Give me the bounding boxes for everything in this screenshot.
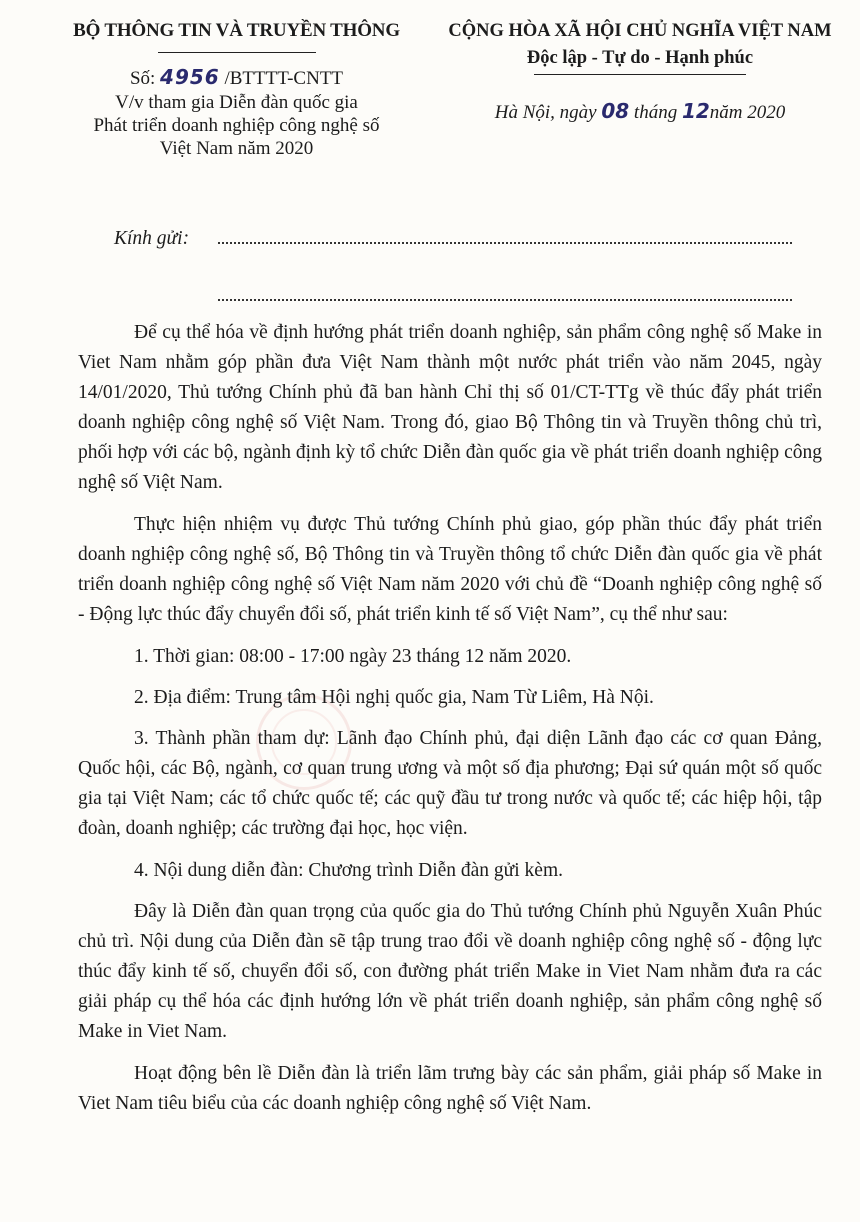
- recipient-label: Kính gửi:: [114, 228, 190, 249]
- letter-body: [78, 318, 822, 1131]
- ministry-underline: [158, 52, 316, 53]
- date-line: [430, 99, 850, 125]
- subject-line-1: V/v tham gia Diễn đàn quốc gia: [115, 92, 358, 113]
- paragraph-forum-importance: Đây là Diễn đàn quan trọng của quốc gia do Thủ tướng Chính phủ Nguyễn Xuân Phúc chủ trì. Nội dung của Diễn đàn sẽ tập trung trao đổi về doanh nghiệp công nghệ số - động lực thúc đẩy kinh tế số, chuyển đổi số, con đường phát triển Make in Viet Nam nhằm đưa ra các giải pháp cụ thể hóa các định hướng lớn về phát triển doanh nghiệp, sản phẩm công nghệ số Make in Viet Nam.: [78, 901, 822, 1042]
- paragraph-implementation: Thực hiện nhiệm vụ được Thủ tướng Chính phủ giao, góp phần thúc đẩy phát triển doanh nghiệp công nghệ số, Bộ Thông tin và Truyền thông tổ chức Diễn đàn quốc gia về phát triển doanh nghiệp công nghệ số Việt Nam năm 2020 với chủ đề “Doanh nghiệp công nghệ số - Động lực thúc đẩy chuyển đổi số, phát triển kinh tế số Việt Nam”, cụ thể như sau:: [78, 514, 822, 625]
- paragraph-side-activities: Hoạt động bên lề Diễn đàn là triển lãm trưng bày các sản phẩm, giải pháp số Make in Viet Nam tiêu biểu của các doanh nghiệp công nghệ số Việt Nam.: [78, 1063, 822, 1114]
- item-time: 1. Thời gian: 08:00 - 17:00 ngày 23 tháng 12 năm 2020.: [134, 646, 572, 667]
- national-motto: Độc lập - Tự do - Hạnh phúc: [526, 48, 754, 68]
- doc-number-prefix: Số:: [129, 68, 156, 89]
- doc-number-suffix: /BTTTT-CNTT: [224, 68, 344, 89]
- paragraph-intro: Để cụ thể hóa về định hướng phát triển doanh nghiệp, sản phẩm công nghệ số Make in Viet Nam nhằm góp phần đưa Việt Nam thành một nước phát triển vào năm 2045, ngày 14/01/2020, Thủ tướng Chính phủ đã ban hành Chỉ thị số 01/CT-TTg về thúc đẩy phát triển doanh nghiệp công nghệ số Việt Nam. Trong đó, giao Bộ Thông tin và Truyền thông chủ trì, phối hợp với các bộ, ngành định kỳ tổ chức Diễn đàn quốc gia về phát triển doanh nghiệp công nghệ số Việt Nam.: [78, 322, 822, 493]
- date-place: Hà Nội, ngày: [494, 102, 597, 123]
- issuer-block: [44, 16, 429, 160]
- recipient-dotted-line-2: [218, 281, 792, 301]
- recipient-block: [114, 224, 804, 303]
- document-number: [44, 65, 429, 91]
- date-month-handwritten: 12: [681, 99, 710, 123]
- item-participants: 3. Thành phần tham dự: Lãnh đạo Chính phủ, đại diện Lãnh đạo các cơ quan Đảng, Quốc hội, các Bộ, ngành, cơ quan trung ương và một số địa phương; Đại sứ quán một số quốc gia tại Việt Nam; các tổ chức quốc tế; các quỹ đầu tư trong nước và quốc tế; các hiệp hội, tập đoàn, doanh nghiệp; các trường đại học, học viện.: [78, 728, 822, 839]
- recipient-row-2: [218, 281, 804, 303]
- recipient-row-1: [114, 224, 804, 254]
- country-name: CỘNG HÒA XÃ HỘI CHỦ NGHĨA VIỆT NAM: [448, 21, 832, 41]
- date-day-handwritten: 08: [601, 99, 630, 123]
- item-content: 4. Nội dung diễn đàn: Chương trình Diễn đàn gửi kèm.: [134, 860, 563, 881]
- date-month-label: tháng: [633, 102, 678, 123]
- doc-number-handwritten: 4956: [160, 65, 220, 89]
- subject-line-2: Phát triển doanh nghiệp công nghệ số: [93, 115, 380, 136]
- subject-line-3: Việt Nam năm 2020: [159, 138, 314, 159]
- ministry-name: BỘ THÔNG TIN VÀ TRUYỀN THÔNG: [73, 20, 400, 41]
- date-year: năm 2020: [709, 102, 786, 123]
- motto-underline: [534, 74, 746, 75]
- item-location: 2. Địa điểm: Trung tâm Hội nghị quốc gia, Nam Từ Liêm, Hà Nội.: [134, 687, 654, 708]
- recipient-dotted-line-1: [218, 224, 792, 244]
- national-header: [430, 16, 850, 125]
